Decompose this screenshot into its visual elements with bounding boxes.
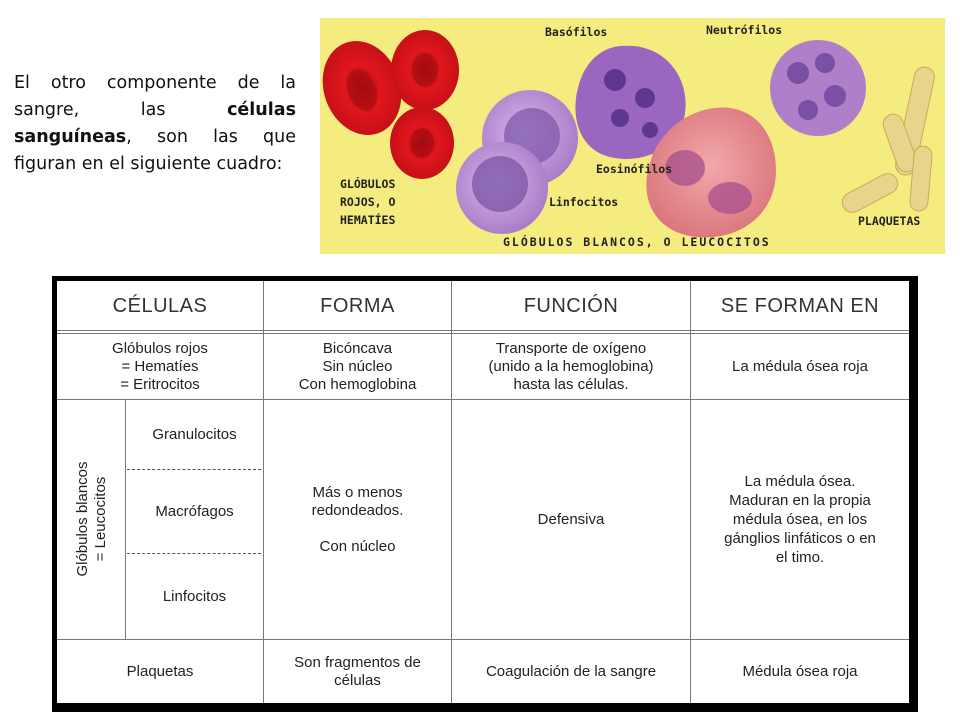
header-funcion: FUNCIÓN bbox=[523, 294, 619, 317]
cell-plaquetas-forma: Son fragmentos de células bbox=[294, 653, 421, 689]
cell-blancos-forman: La médula ósea. Maduran en la propia médula ósea, en los gánglios linfáticos o en el timo. bbox=[724, 473, 876, 566]
blood-cells-drawing bbox=[320, 18, 945, 254]
cell-granulocitos: Granulocitos bbox=[152, 425, 237, 443]
blood-cells-illustration bbox=[320, 18, 945, 254]
cell-rojos-celula: Glóbulos rojos = Hematíes = Eritrocitos bbox=[112, 339, 208, 393]
intro-paragraph bbox=[14, 70, 296, 178]
intro-bold-term: células sanguíneas bbox=[14, 100, 296, 147]
cell-macrofagos: Macrófagos bbox=[155, 502, 234, 520]
label-plaquetas: PLAQUETAS bbox=[858, 214, 921, 228]
blood-cells-table bbox=[52, 276, 918, 712]
cell-blancos-funcion: Defensiva bbox=[537, 510, 605, 528]
label-basofilos: Basófilos bbox=[545, 25, 608, 39]
header-se-forman-en: SE FORMAN EN bbox=[720, 294, 880, 317]
label-globulos-rojos-1: GLÓBULOS bbox=[340, 177, 396, 191]
cell-plaquetas-celula: Plaquetas bbox=[126, 662, 194, 680]
cell-linfocitos: Linfocitos bbox=[162, 587, 227, 605]
intro-text-1: El otro componente de la sangre, las bbox=[14, 73, 296, 120]
cell-plaquetas-forman: Médula ósea roja bbox=[742, 662, 858, 680]
platelet bbox=[839, 170, 901, 216]
cell-plaquetas-funcion: Coagulación de la sangre bbox=[485, 662, 657, 680]
header-forma: FORMA bbox=[320, 294, 395, 317]
label-globulos-rojos-2: ROJOS, O bbox=[340, 195, 396, 209]
label-linfocitos: Linfocitos bbox=[549, 195, 619, 209]
intro-text-2: , son las que figuran en el siguiente cuadro: bbox=[14, 127, 296, 174]
neutrophil-cell bbox=[770, 40, 866, 136]
cell-rojos-forma: Bicóncava Sin núcleo Con hemoglobina bbox=[298, 339, 417, 393]
label-eosinofilos: Eosinófilos bbox=[596, 162, 673, 176]
cell-blancos-group: Glóbulos blancos = Leucocitos bbox=[74, 461, 109, 577]
cell-rojos-funcion: Transporte de oxígeno (unido a la hemoglobina) hasta las células. bbox=[488, 339, 654, 393]
cell-rojos-forman: La médula ósea roja bbox=[732, 357, 868, 375]
cell-blancos-forma: Más o menos redondeados. Con núcleo bbox=[311, 483, 404, 555]
header-celulas: CÉLULAS bbox=[112, 294, 208, 317]
label-globulos-blancos: GLÓBULOS BLANCOS, O LEUCOCITOS bbox=[503, 235, 771, 249]
label-globulos-rojos-3: HEMATÍES bbox=[340, 213, 396, 227]
label-neutrofilos: Neutrófilos bbox=[706, 23, 783, 37]
